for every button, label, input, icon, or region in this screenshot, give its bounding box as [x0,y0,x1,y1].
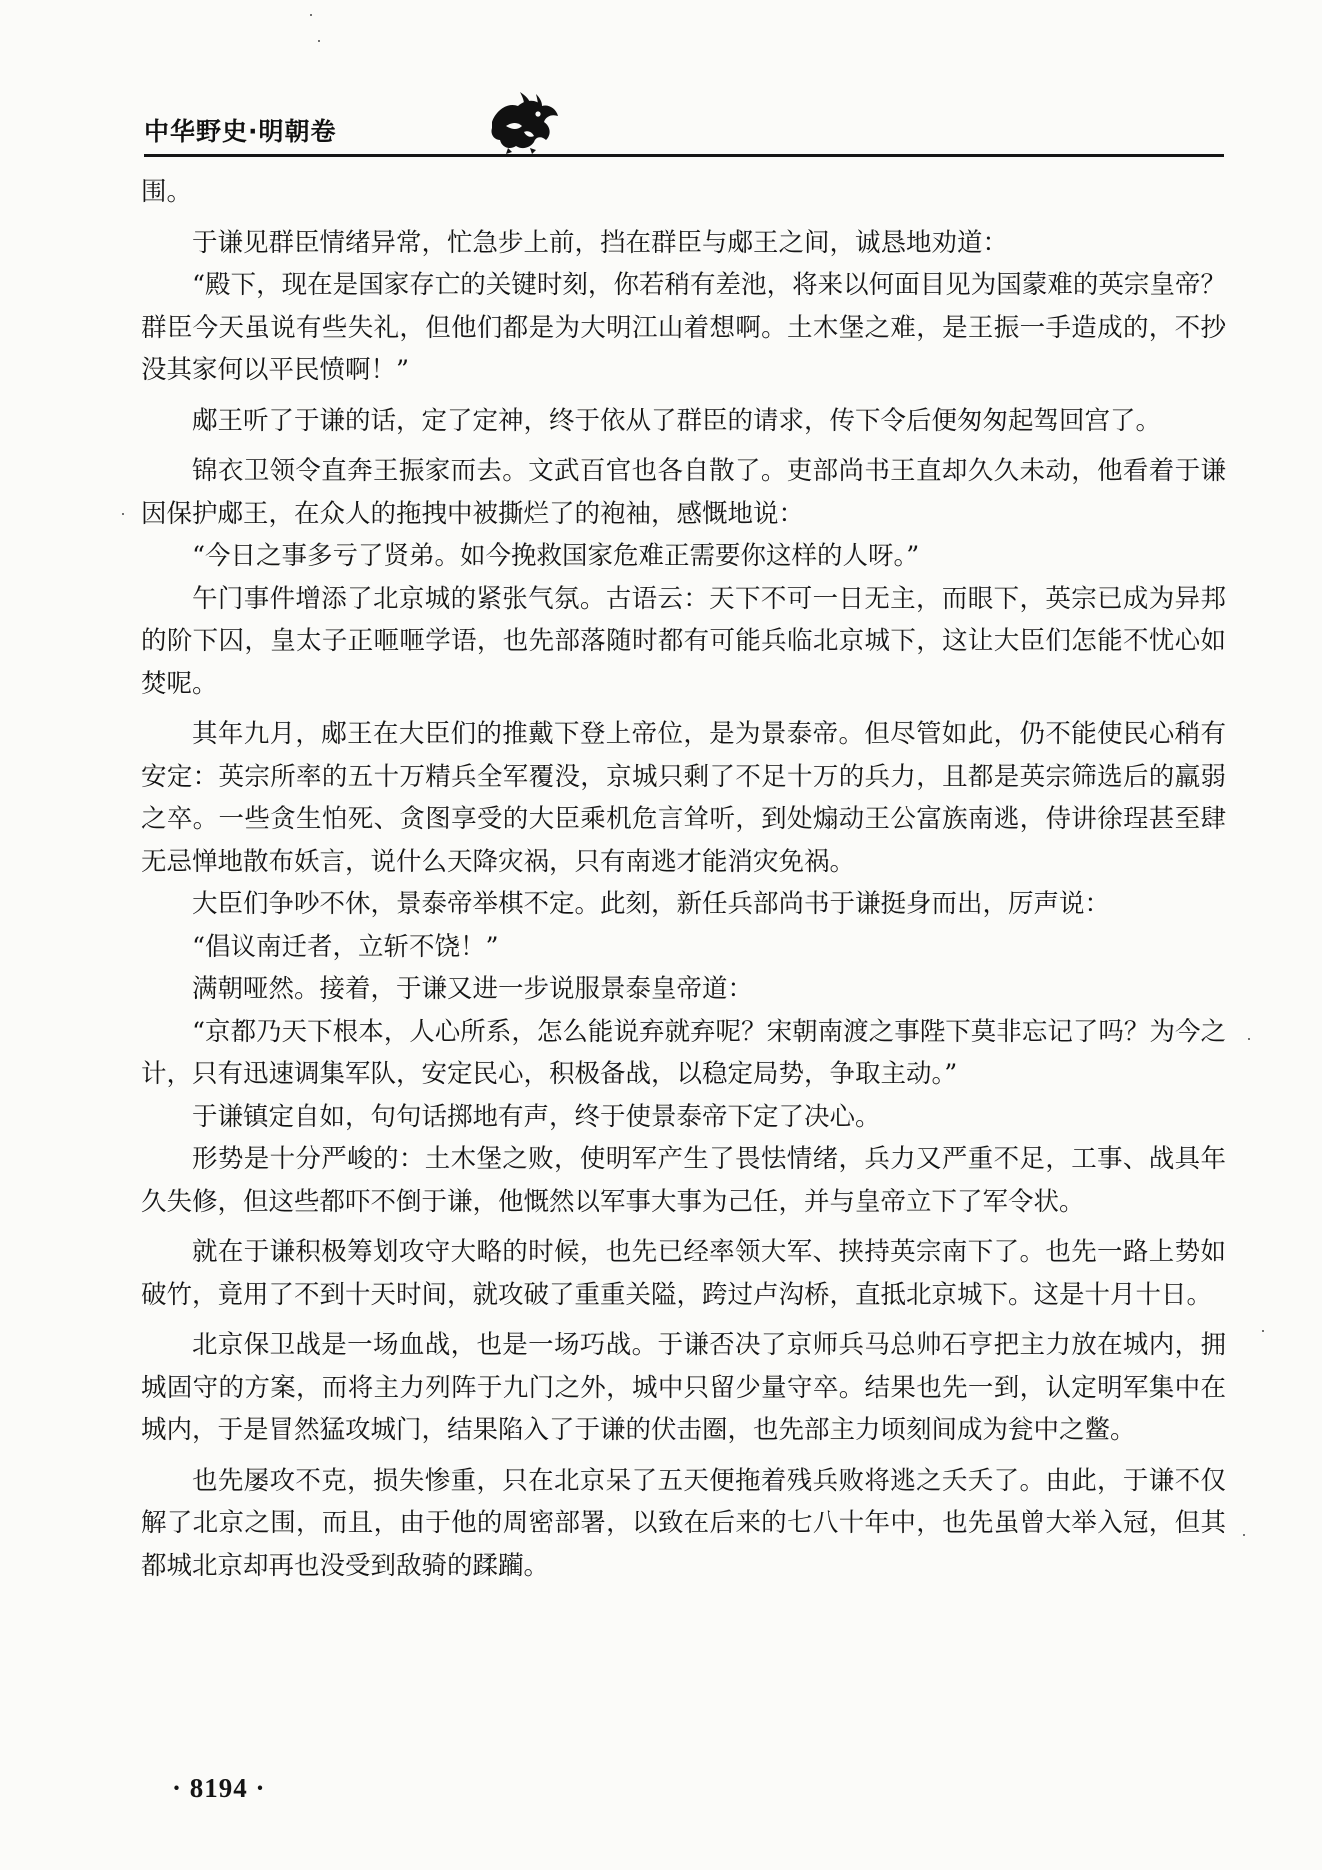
paragraph: 满朝哑然。接着，于谦又进一步说服景泰皇帝道： [192,974,754,1004]
paragraph: 围。 [141,177,193,207]
paragraph: 形势是十分严峻的：土木堡之败，使明军产生了畏怯情绪，兵力又严重不足，工事、战具年久失修，但这些都吓不倒于谦，他慨然以军事大事为己任，并与皇帝立下了军令状。 [141,1144,1226,1217]
paragraph: “殿下，现在是国家存亡的关键时刻，你若稍有差池，将来以何面目见为国蒙难的英宗皇帝？群臣今天虽说有些失礼，但他们都是为大明江山着想啊。土木堡之难，是王振一手造成的，不抄没其家何以平民愤啊！” [141,270,1226,385]
paragraph: 午门事件增添了北京城的紧张气氛。古语云：天下不可一日无主，而眼下，英宗已成为异邦的阶下囚，皇太子正咂咂学语，也先部落随时都有可能兵临北京城下，这让大臣们怎能不忧心如焚呢。 [141,583,1226,699]
book-title: 中华野史·明朝卷 [144,117,337,146]
dragon-emblem-icon [486,92,564,154]
header-rule [144,154,1224,157]
paragraph: “京都乃天下根本，人心所系，怎么能说弃就弃呢？宋朝南渡之事陛下莫非忘记了吗？为今之计，只有迅速调集军队，安定民心，积极备战，以稳定局势，争取主动。” [141,1016,1226,1089]
paragraph: 也先屡攻不克，损失惨重，只在北京呆了五天便拖着残兵败将逃之夭夭了。由此，于谦不仅解了北京之围，而且，由于他的周密部署，以致在后来的七八十年中，也先虽曾大举入冠，但其都城北京却再也没受到敌骑的蹂躏。 [141,1465,1226,1581]
paragraph: 其年九月，郕王在大臣们的推戴下登上帝位，是为景泰帝。但尽管如此，仍不能使民心稍有安定：英宗所率的五十万精兵全军覆没，京城只剩了不足十万的兵力，且都是英宗筛选后的羸弱之卒。一些贪生怕死、贪图享受的大臣乘机危言耸听，到处煽动王公富族南逃，侍讲徐珵甚至肆无忌惮地散布妖言，说什么天降灾祸，只有南逃才能消灾免祸。 [141,719,1226,877]
scan-speck [310,14,312,16]
running-header [144,98,1224,158]
scan-speck [1262,1330,1264,1332]
paragraph: 于谦见群臣情绪异常，忙急步上前，挡在群臣与郕王之间，诚恳地劝道： [192,227,1009,258]
paragraph: “倡议南迁者，立斩不饶！” [192,931,499,962]
scan-speck [318,40,320,42]
paragraph: 郕王听了于谦的话，定了定神，终于依从了群臣的请求，传下令后便匆匆起驾回宫了。 [192,405,1162,436]
paragraph: 于谦镇定自如，句句话掷地有声，终于使景泰帝下定了决心。 [192,1101,881,1132]
paragraph: 就在于谦积极筹划攻守大略的时候，也先已经率领大军、挟持英宗南下了。也先一路上势如破竹，竟用了不到十天时间，就攻破了重重关隘，跨过卢沟桥，直抵北京城下。这是十月十日。 [141,1237,1226,1310]
paragraph: “今日之事多亏了贤弟。如今挽救国家危难正需要你这样的人呀。” [192,541,920,571]
scan-speck [1243,1534,1245,1536]
scan-speck [1248,1038,1250,1040]
body-text [141,171,1226,1587]
paragraph: 大臣们争吵不休，景泰帝举棋不定。此刻，新任兵部尚书于谦挺身而出，厉声说： [192,889,1111,919]
paragraph: 锦衣卫领令直奔王振家而去。文武百官也各自散了。吏部尚书王直却久久未动，他看着于谦因保护郕王，在众人的拖拽中被撕烂了的袍袖，感慨地说： [141,456,1226,529]
page-number: · 8194 · [172,1773,266,1803]
scan-speck [122,513,124,515]
paragraph: 北京保卫战是一场血战，也是一场巧战。于谦否决了京师兵马总帅石亨把主力放在城内，拥城固守的方案，而将主力列阵于九门之外，城中只留少量守卒。结果也先一到，认定明军集中在城内，于是冒然猛攻城门，结果陷入了于谦的伏击圈，也先部主力顷刻间成为瓮中之鳖。 [141,1330,1226,1445]
